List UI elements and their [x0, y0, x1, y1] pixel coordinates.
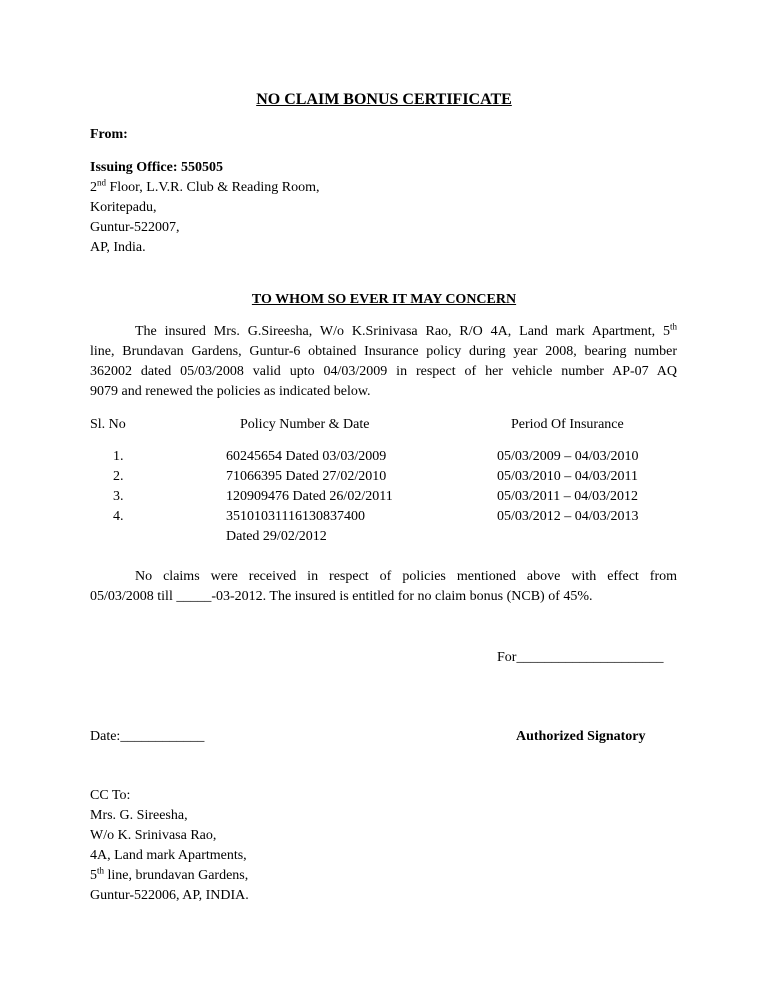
table-row-sl: 3.: [113, 489, 124, 504]
table-row-policy: 71066395 Dated 27/02/2010: [226, 469, 387, 484]
concern-heading: TO WHOM SO EVER IT MAY CONCERN: [251, 292, 517, 307]
cc-line1: Mrs. G. Sireesha,: [90, 808, 188, 823]
header-period: Period Of Insurance: [511, 417, 624, 432]
table-row-period: 05/03/2009 – 04/03/2010: [497, 449, 639, 464]
cc-line2: W/o K. Srinivasa Rao,: [90, 828, 217, 843]
intro-line3: 362002 dated 05/03/2008 valid upto 04/03/2009 in respect of her vehicle number AP-07 AQ: [90, 364, 677, 379]
office-address-line1: 2nd Floor, L.V.R. Club & Reading Room,: [90, 177, 320, 195]
office-address-line3: Guntur-522007,: [90, 220, 180, 235]
cc-label: CC To:: [90, 788, 131, 803]
table-row-policy-date: Dated 29/02/2012: [226, 529, 327, 544]
no-claims-line2: 05/03/2008 till _____-03-2012. The insured is entitled for no claim bonus (NCB) of 45%.: [90, 589, 593, 604]
from-label: From:: [90, 127, 128, 142]
table-row-policy: 60245654 Dated 03/03/2009: [226, 449, 387, 464]
header-policy: Policy Number & Date: [240, 417, 370, 432]
date-field: Date:____________: [90, 729, 205, 744]
intro-line2: line, Brundavan Gardens, Guntur-6 obtained Insurance policy during year 2008, bearing number: [90, 344, 677, 359]
header-sl-no: Sl. No: [90, 417, 126, 432]
table-row-policy: 120909476 Dated 26/02/2011: [226, 489, 393, 504]
intro-line4: 9079 and renewed the policies as indicated below.: [90, 384, 371, 399]
table-row-sl: 1.: [113, 449, 124, 464]
cc-line5: Guntur-522006, AP, INDIA.: [90, 888, 249, 903]
table-row-period: 05/03/2011 – 04/03/2012: [497, 489, 639, 504]
cc-line4: 5th line, brundavan Gardens,: [90, 865, 249, 883]
for-signature-line: For_____________________: [497, 650, 664, 665]
table-row-policy: 35101031116130837400: [226, 509, 365, 524]
issuing-office: Issuing Office: 550505: [90, 160, 223, 175]
table-row-sl: 4.: [113, 509, 124, 524]
authorized-signatory: Authorized Signatory: [516, 729, 646, 744]
table-row-period: 05/03/2010 – 04/03/2011: [497, 469, 639, 484]
cc-line3: 4A, Land mark Apartments,: [90, 848, 247, 863]
intro-paragraph: [90, 322, 677, 402]
intro-line1: The insured Mrs. G.Sireesha, W/o K.Srinivasa Rao, R/O 4A, Land mark Apartment, 5th: [135, 321, 677, 339]
office-address-line4: AP, India.: [90, 240, 146, 255]
no-claims-paragraph: [90, 567, 677, 607]
table-row-sl: 2.: [113, 469, 124, 484]
table-row-period: 05/03/2012 – 04/03/2013: [497, 509, 639, 524]
no-claims-line1: No claims were received in respect of policies mentioned above with effect from: [135, 569, 677, 584]
office-address-line2: Koritepadu,: [90, 200, 157, 215]
page-title: NO CLAIM BONUS CERTIFICATE: [256, 91, 512, 108]
